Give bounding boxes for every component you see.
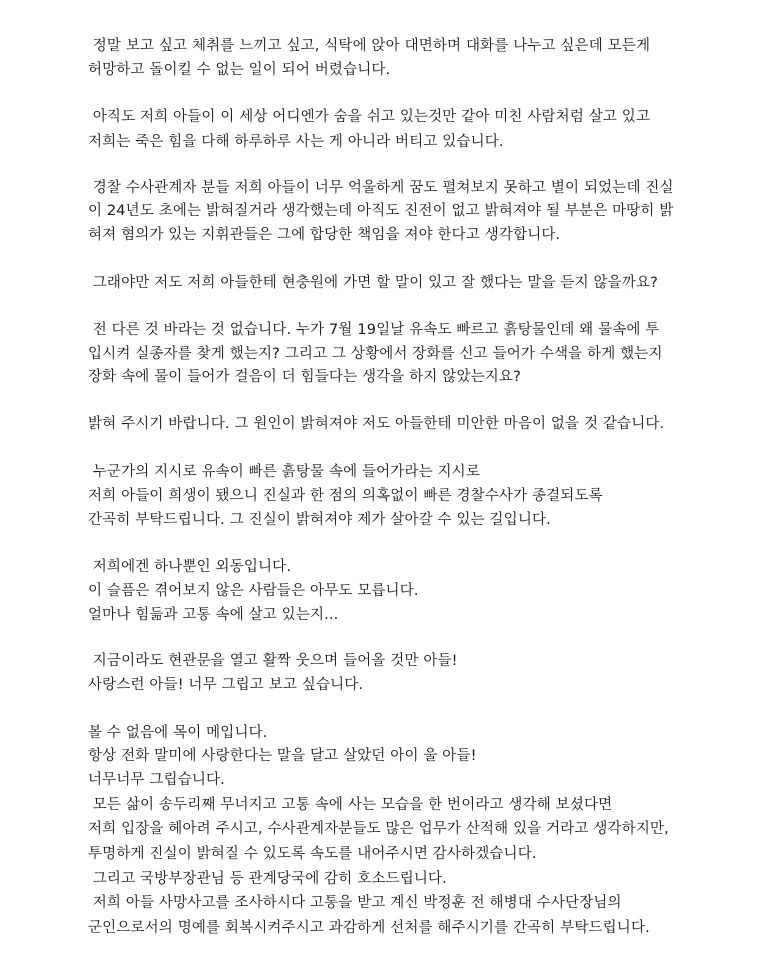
- letter-line: 저희에겐 하나뿐인 외동입니다.: [88, 559, 292, 576]
- letter-line: 투명하게 진실이 밝혀질 수 있도록 속도를 내어주시면 감사하겠습니다.: [88, 846, 537, 862]
- letter-line: 지금이라도 현관문을 열고 활짝 웃으며 들어올 것만 아들!: [88, 653, 458, 670]
- letter-line: 저희 입장을 헤아려 주시고, 수사관계자분들도 많은 업무가 산적해 있을 거라고 생각하지만,: [88, 821, 669, 838]
- letter-line: 사랑스런 아들! 너무 그립고 보고 싶습니다.: [88, 677, 364, 694]
- letter-line: 군인으로서의 명예를 회복시켜주시고 과감하게 선처를 해주시기를 간곡히 부탁드립니다.: [88, 920, 650, 936]
- letter-line: 이 슬픔은 겪어보지 않은 사람들은 아무도 모릅니다.: [88, 583, 419, 600]
- letter-line: 허망하고 돌이킬 수 없는 일이 되어 버렸습니다.: [88, 61, 391, 78]
- letter-line: 정말 보고 싶고 체취를 느끼고 싶고, 식탁에 앉아 대면하며 대화를 나누고 싶은데 모든게: [88, 38, 651, 54]
- letter-line: 아직도 저희 아들이 이 세상 어디엔가 숨을 쉬고 있는것만 같아 미친 사람처럼 살고 있고: [88, 109, 651, 126]
- letter-line: 입시켜 실종자를 찾게 했는지? 그리고 그 상황에서 장화를 신고 들어가 수색을 하게 했는지: [88, 345, 663, 362]
- letter-line: 경찰 수사관계자 분들 저희 아들이 너무 억울하게 꿈도 펼쳐보지 못하고 별이 되었는데 진실: [88, 179, 674, 196]
- letter-line: 모든 삶이 송두리째 무너지고 고통 속에 사는 모습을 한 번이라고 생각해 보셨다면: [88, 796, 613, 813]
- letter-line: 저희는 죽은 힘을 다해 하루하루 사는 게 아니라 버티고 있습니다.: [88, 133, 504, 150]
- letter-line: 혀져 혐의가 있는 지휘관들은 그에 합당한 책임을 져야 한다고 생각합니다.: [88, 227, 561, 243]
- letter-line: 너무너무 그립습니다.: [88, 772, 225, 789]
- letter-line: 간곡히 부탁드립니다. 그 진실이 밝혀져야 제가 살아갈 수 있는 길입니다.: [88, 511, 551, 528]
- letter-line: 이 24년도 초에는 밝혀질거라 생각했는데 아직도 진전이 없고 밝혀져야 될 부분은 마땅히 밝: [88, 203, 674, 220]
- letter-line: 그리고 국방부장관님 등 관계당국에 감히 호소드립니다.: [88, 870, 447, 887]
- letter-line: 그래야만 저도 저희 아들한테 현충원에 가면 할 말이 있고 잘 했다는 말을 듣지 않을까요?: [88, 274, 658, 291]
- letter-line: 얼마나 힘듦과 고통 속에 살고 있는지...: [88, 606, 339, 623]
- letter-line: 볼 수 없음에 목이 메입니다.: [88, 724, 268, 741]
- letter-line: 저희 아들이 희생이 됐으니 진실과 한 점의 의혹없이 빠른 경찰수사가 종결되도록: [88, 488, 603, 505]
- letter-line: 밝혀 주시기 바랍니다. 그 원인이 밝혀져야 저도 아들한테 미안한 마음이 없을 것 같습니다.: [88, 416, 665, 432]
- letter-line: 전 다른 것 바라는 것 없습니다. 누가 7월 19일날 유속도 빠르고 흙탕물인데 왜 물속에 투: [88, 322, 660, 338]
- letter-line: 저희 아들 사망사고를 조사하시다 고통을 받고 계신 박정훈 전 해병대 수사단장님의: [88, 895, 622, 912]
- letter-line: 누군가의 지시로 유속이 빠른 흙탕물 속에 들어가라는 지시로: [88, 464, 480, 481]
- letter-line: 장화 속에 물이 들어가 걸음이 더 힘들다는 생각을 하지 않았는지요?: [88, 369, 521, 386]
- letter-line: 항상 전화 말미에 사랑한다는 말을 달고 살았던 아이 울 아들!: [88, 748, 477, 765]
